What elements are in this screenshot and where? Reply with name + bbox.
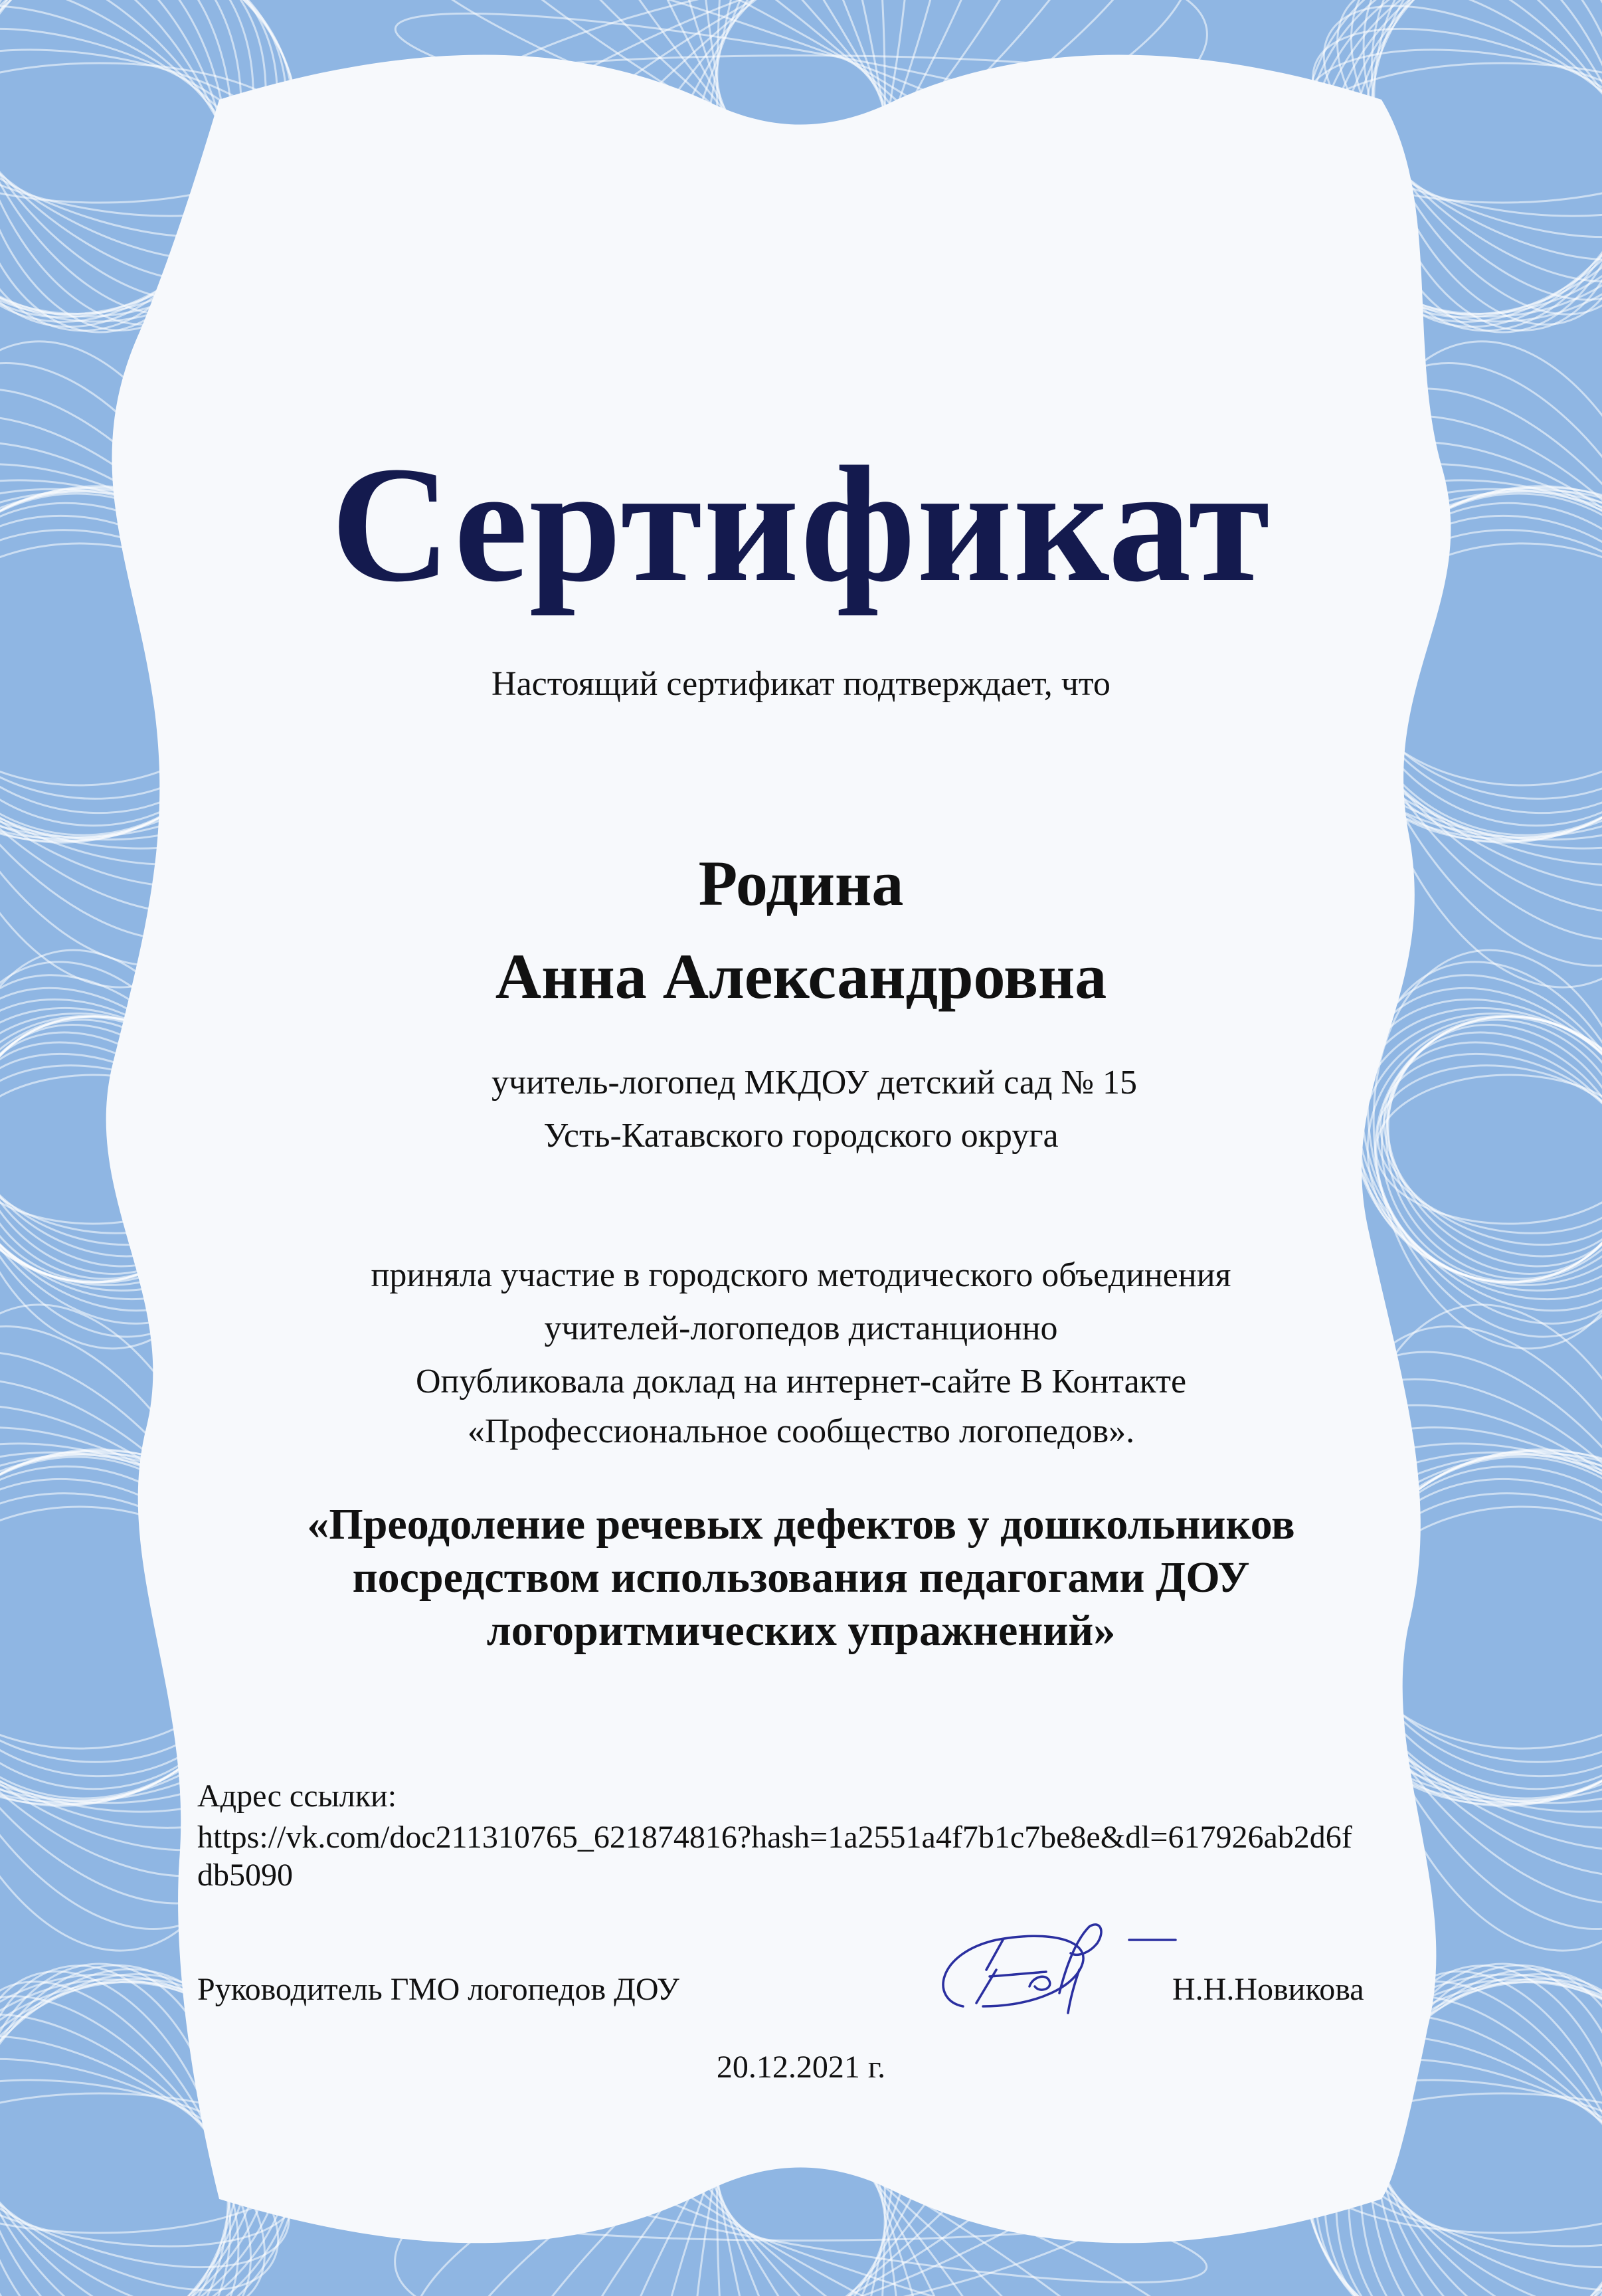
body-text-line-3: Опубликовала доклад на интернет-сайте В Контакте: [415, 1363, 1187, 1400]
body-text-line-2: учителей-логопедов дистанционно: [544, 1309, 1058, 1347]
signatory-name: Н.Н.Новикова: [1172, 1972, 1364, 2007]
recipient-given-names: Анна Александровна: [495, 941, 1107, 1012]
report-title-line-1: «Преодоление речевых дефектов у дошкольников: [307, 1500, 1295, 1549]
body-text-line-4: «Профессиональное сообщество логопедов».: [467, 1412, 1135, 1450]
report-title-line-2: посредством использования педагогами ДОУ: [352, 1553, 1250, 1602]
report-title-line-3: логоритмических упражнений»: [486, 1606, 1116, 1655]
body-text-line-1: приняла участие в городского методического объединения: [371, 1256, 1231, 1294]
issue-date: 20.12.2021 г.: [716, 2050, 886, 2085]
recipient-position-line-1: учитель-логопед МКДОУ детский сад № 15: [491, 1064, 1138, 1101]
link-url-line-2: db5090: [197, 1858, 293, 1893]
certificate-title: Сертификат: [331, 432, 1271, 617]
signatory-role: Руководитель ГМО логопедов ДОУ: [197, 1972, 679, 2007]
certificate-lead: Настоящий сертификат подтверждает, что: [491, 665, 1111, 703]
link-label: Адрес ссылки:: [197, 1778, 397, 1814]
recipient-surname: Родина: [698, 848, 904, 919]
recipient-position-line-2: Усть-Катавского городского округа: [543, 1117, 1059, 1155]
link-url-line-1: https://vk.com/doc211310765_621874816?hash=1a2551a4f7b1c7be8e&dl=617926ab2d6f: [197, 1820, 1352, 1855]
